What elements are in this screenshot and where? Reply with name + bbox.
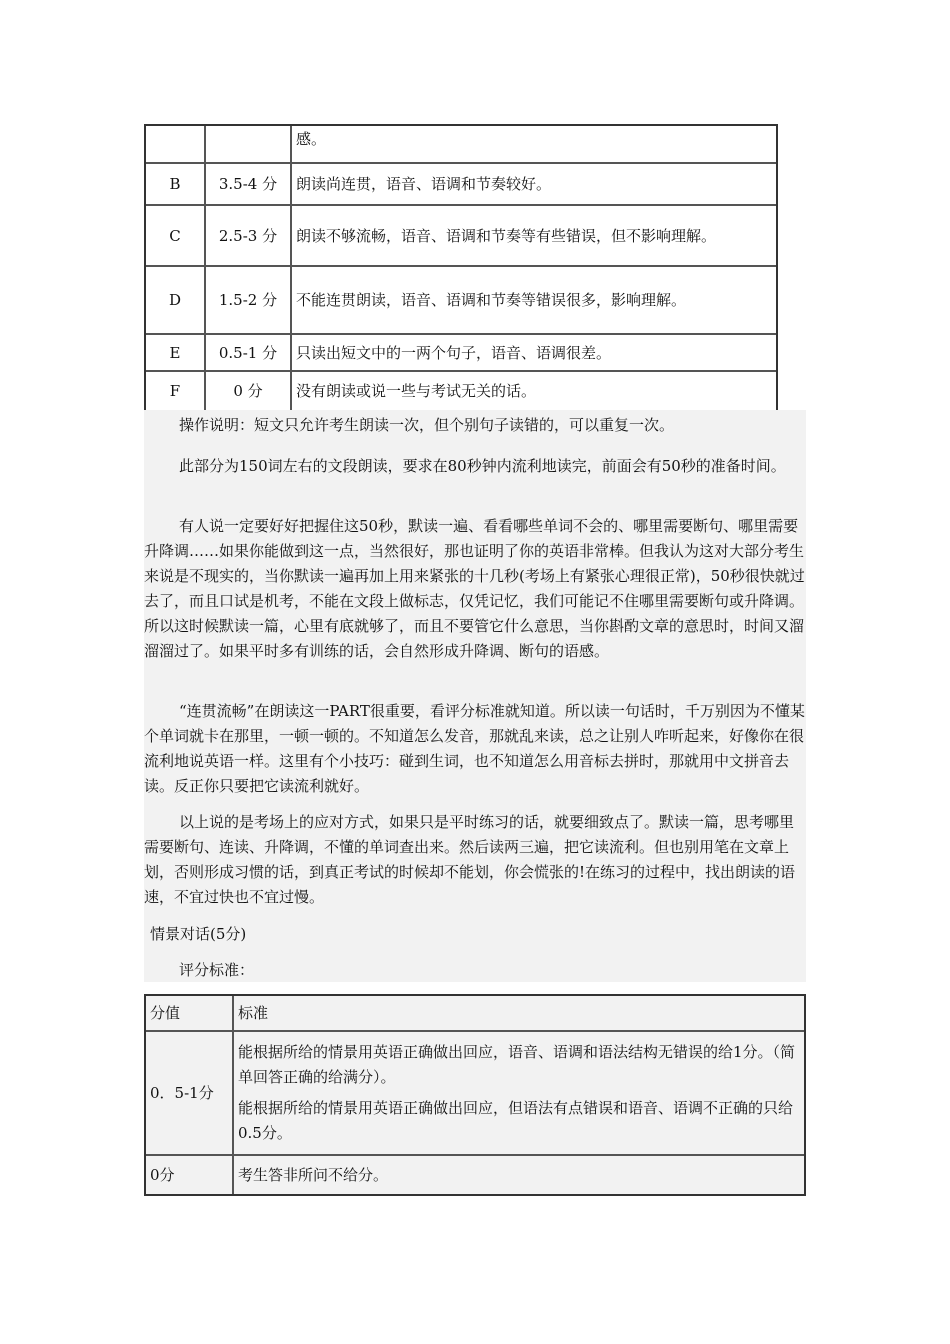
table-row — [146, 372, 776, 410]
score-cell: 3.5-4 分 — [206, 164, 292, 206]
standard-line: 能根据所给的情景用英语正确做出回应，但语法有点错误和语音、语调不正确的只给0.5分。 — [238, 1099, 794, 1142]
score-cell: 0.5-1 分 — [206, 335, 292, 372]
description-cell: 只读出短文中的一两个句子，语音、语调很差。 — [292, 335, 776, 372]
description-cell: 朗读尚连贯，语音、语调和节奏较好。 — [292, 164, 776, 206]
grade-cell: E — [146, 335, 206, 372]
score-cell: 0．5-1分 — [146, 1032, 234, 1156]
grade-cell: C — [146, 206, 206, 267]
grade-cell: F — [146, 372, 206, 410]
description-cell: 没有朗读或说一些与考试无关的话。 — [296, 382, 537, 400]
table-row — [146, 126, 776, 164]
grade-cell — [146, 126, 206, 164]
grade-cell: D — [146, 267, 206, 335]
description-cell: 不能连贯朗读，语音、语调和节奏等错误很多，影响理解。 — [292, 267, 776, 335]
table-header-row — [146, 996, 804, 1032]
criteria-label: 评分标准： — [179, 961, 255, 979]
standard-cell — [234, 1032, 804, 1156]
body-paragraph: 此部分为150词左右的文段朗读，要求在80秒钟内流利地读完，前面会有50秒的准备时间。 — [179, 457, 786, 475]
section-title: 情景对话(5分) — [150, 925, 247, 943]
operation-note: 操作说明：短文只允许考生朗读一次，但个别句子读错的，可以重复一次。 — [179, 416, 675, 434]
table-row — [146, 206, 776, 267]
body-paragraph: 以上说的是考场上的应对方式，如果只是平时练习的话，就要细致点了。默读一篇，思考哪里需要断句、连读、升降调，不懂的单词查出来。然后读两三遍，把它读流利。但也别用笔在文章上划，否则形成习惯的话，到真正考试的时候却不能划，你会慌张的!在练习的过程中，找出朗读的语速，不宜过快也不宜过慢。 — [144, 813, 796, 906]
description-cell: 朗读不够流畅，语音、语调和节奏等有些错误，但不影响理解。 — [292, 206, 776, 267]
table-row — [146, 1032, 804, 1156]
score-table — [144, 124, 778, 412]
header-standard: 标准 — [234, 996, 804, 1032]
score-cell: 0 分 — [206, 372, 292, 410]
score-cell — [206, 126, 292, 164]
score-cell: 0分 — [146, 1156, 234, 1194]
body-paragraph: “连贯流畅”在朗读这一PART很重要，看评分标准就知道。所以读一句话时，千万别因为不懂某个单词就卡在那里，一顿一顿的。不知道怎么发音，那就乱来读，总之让别人咋听起来，好像你在很流利地说英语一样。这里有个小技巧：碰到生词，也不知道怎么用音标去拼时，那就用中文拼音去读。反正你只要把它读流利就好。 — [144, 702, 805, 795]
description-cell: 感。 — [292, 126, 776, 164]
grade-cell: B — [146, 164, 206, 206]
table-row — [146, 164, 776, 206]
table-row — [146, 1156, 804, 1194]
score-cell: 1.5-2 分 — [206, 267, 292, 335]
standard-line: 能根据所给的情景用英语正确做出回应，语音、语调和语法结构无错误的给1分。（简单回答正确的给满分）。 — [238, 1043, 796, 1086]
body-paragraph: 有人说一定要好好把握住这50秒，默读一遍、看看哪些单词不会的、哪里需要断句、哪里需要升降调……如果你能做到这一点，当然很好，那也证明了你的英语非常棒。但我认为这对大部分考生来说是不现实的，当你默读一遍再加上用来紧张的十几秒(考场上有紧张心理很正常)，50秒很快就过去了，而且口试是机考，不能在文段上做标志，仅凭记忆，我们可能记不住哪里需要断句或升降调。所以这时候默读一篇，心里有底就够了，而且不要管它什么意思，当你斟酌文章的意思时，时间又溜溜溜过了。如果平时多有训练的话，会自然形成升降调、断句的语感。 — [144, 517, 805, 660]
dialog-score-table — [144, 994, 806, 1196]
table-row — [146, 335, 776, 372]
standard-cell: 考生答非所问不给分。 — [238, 1165, 389, 1184]
score-cell: 2.5-3 分 — [206, 206, 292, 267]
table-row — [146, 267, 776, 335]
header-score: 分值 — [146, 996, 234, 1032]
